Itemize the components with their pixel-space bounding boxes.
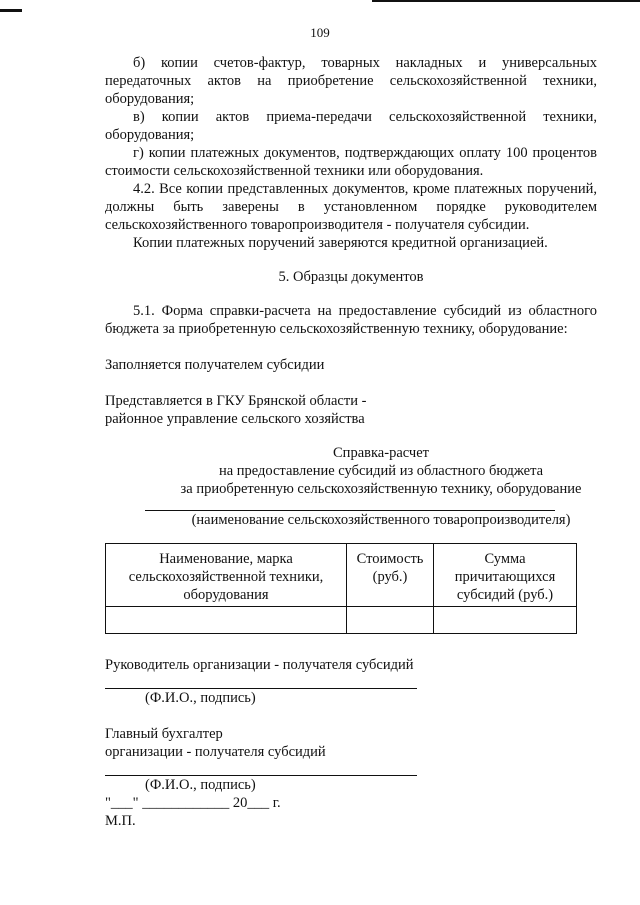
paragraph-g: г) копии платежных документов, подтверждающих оплату 100 процентов стоимости сельскохозяйственной техники или оборудования. [105, 145, 597, 179]
cell-subsidy-amount [434, 607, 577, 634]
scan-mark-top [372, 0, 640, 2]
submitted-to-line1: Представляется в ГКУ Брянской области - [105, 393, 367, 409]
head-signature-caption: (Ф.И.О., подпись) [145, 690, 256, 706]
stamp-place: М.П. [105, 813, 136, 829]
header-cost: Стоимость (руб.) [347, 544, 434, 607]
cell-cost [347, 607, 434, 634]
producer-caption: (наименование сельскохозяйственного товаропроизводителя) [191, 512, 571, 528]
table-header-row [106, 544, 577, 607]
date-line: "___" ____________ 20___ г. [105, 795, 281, 811]
section-title: 5. Образцы документов [278, 269, 424, 285]
paragraph-v: в) копии актов приема-передачи сельскохозяйственной техники, оборудования; [105, 109, 597, 143]
form-subtitle-1: на предоставление субсидий из областного бюджета [218, 463, 544, 479]
subsidy-table [105, 543, 577, 634]
document-body [105, 54, 597, 830]
header-subsidy-amount: Сумма причитающихся субсидий (руб.) [434, 544, 577, 607]
paragraph-payment-orders: Копии платежных поручений заверяются кредитной организацией. [133, 235, 548, 251]
accountant-org: организации - получателя субсидий [105, 744, 326, 760]
submitted-to-line2: районное управление сельского хозяйства [105, 411, 365, 427]
accountant-signature-caption: (Ф.И.О., подпись) [145, 777, 256, 793]
paragraph-4-2: 4.2. Все копии представленных документов, кроме платежных поручений, должны быть заверены в установленном порядке руководителем сельскохозяйственного товаропроизводителя - получателя субсидии. [105, 181, 597, 233]
head-signature-label: Руководитель организации - получателя субсидий [105, 657, 414, 673]
scan-mark-left [0, 9, 22, 12]
filled-by-note: Заполняется получателем субсидии [105, 357, 325, 373]
paragraph-b: б) копии счетов-фактур, товарных накладных и универсальных передаточных актов на приобретение сельскохозяйственной техники, оборудования; [105, 55, 597, 107]
table-row [106, 607, 577, 634]
form-intro: 5.1. Форма справки-расчета на предоставление субсидий из областного бюджета за приобретенную сельскохозяйственную технику, оборудование: [105, 303, 597, 337]
form-subtitle-2: за приобретенную сельскохозяйственную технику, оборудование [180, 481, 582, 497]
form-title: Справка-расчет [333, 445, 429, 461]
accountant-label: Главный бухгалтер [105, 726, 223, 742]
cell-equipment [106, 607, 347, 634]
page-number: 109 [310, 25, 330, 40]
header-equipment: Наименование, марка сельскохозяйственной техники, оборудования [106, 544, 347, 607]
